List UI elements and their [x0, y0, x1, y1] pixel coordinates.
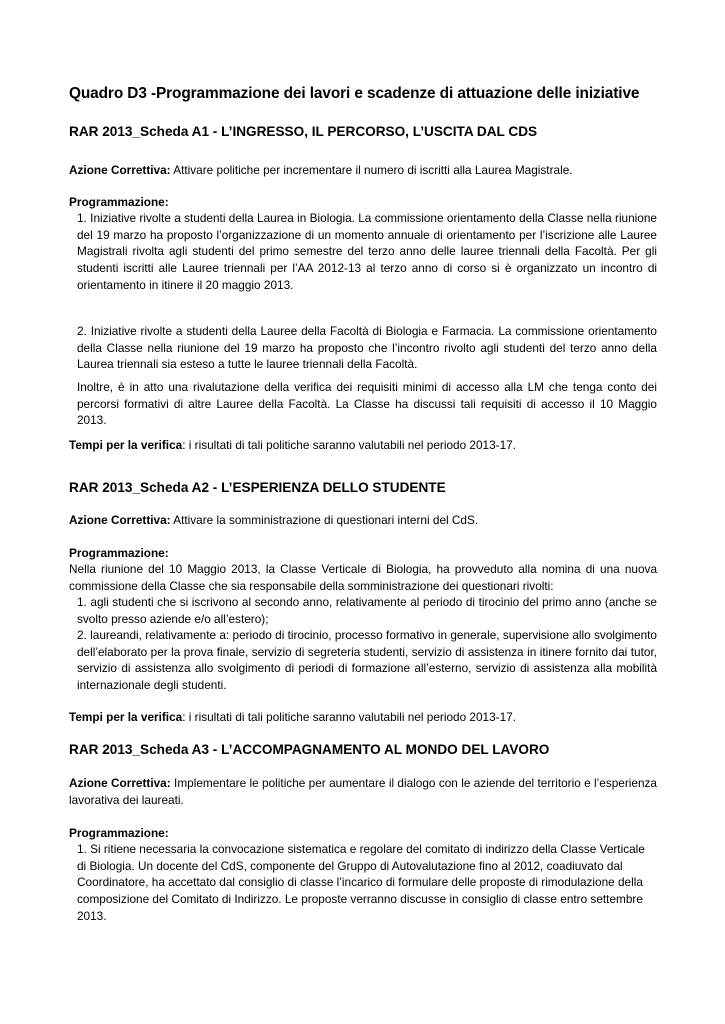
section-heading-a1: RAR 2013_Scheda A1 - L’INGRESSO, IL PERCORSO, L’USCITA DAL CDS [69, 124, 538, 139]
azione-correttiva-a2: Azione Correttiva: Attivare la somministrazione di questionari interni del CdS. [69, 513, 479, 527]
section-heading-a3: RAR 2013_Scheda A3 - L’ACCOMPAGNAMENTO AL MONDO DEL LAVORO [69, 742, 550, 757]
list-item: Inoltre, è in atto una rivalutazione della verifica dei requisiti minimi di accesso alla LM che tenga conto dei percorsi formativi di altre Lauree della Facoltà. La Classe ha discussi tali requisiti di accesso il 10 Maggio 2013. [77, 380, 657, 428]
list-item: 2. Iniziative rivolte a studenti della Lauree della Facoltà di Biologia e Farmacia. La commissione orientamento della Classe nella riunione del 19 marzo ha proposto che l’incontro rivolto agli studenti del terzo anno della Laurea triennali sia esteso a tutte le lauree triennali della Facoltà. [77, 324, 657, 372]
programmazione-intro-a2: Nella riunione del 10 Maggio 2013, la Classe Verticale di Biologia, ha provveduto alla nomina di una nuova commissione della Classe che sia responsabile della somministrazione dei questionari rivolti: [69, 562, 657, 593]
programmazione-label-a2: Programmazione: [69, 546, 169, 560]
programmazione-label-a3: Programmazione: [69, 826, 169, 840]
tempi-verifica-a2: Tempi per la verifica: i risultati di tali politiche saranno valutabili nel periodo 2013-17. [69, 710, 517, 724]
list-item: 1. Iniziative rivolte a studenti della Laurea in Biologia. La commissione orientamento della Classe nella riunione del 19 marzo ha proposto l’organizzazione di un momento annuale di orientamento per l’iscrizione alle Lauree Magistrali rivolta agli studenti del primo semestre del terzo anno delle lauree triennali della Facoltà. Per gli studenti iscritti alle Lauree triennali per l’AA 2012-13 al terzo anno di corso si è organizzato un incontro di orientamento in itinere il 20 maggio 2013. [77, 211, 657, 292]
azione-correttiva-a1 [69, 162, 657, 179]
programmazione-label-a1: Programmazione: [69, 195, 169, 209]
list-item: 1. agli studenti che si iscrivono al secondo anno, relativamente al periodo di tirocinio del primo anno (anche se svolto presso aziende e/o all’estero); [77, 595, 657, 626]
azione-label: Azione Correttiva: [69, 163, 171, 177]
list-item: 2. laureandi, relativamente a: periodo di tirocinio, processo formativo in generale, supervisione allo svolgimento dell’elaborato per la prova finale, servizio di segreteria studenti, servizio di assistenza in itinere fornito dai tutor, servizio di assistenza allo svolgimento di periodi di formazione all’esterno, servizio di assistenza alla mobilità internazionale degli studenti. [77, 628, 657, 693]
azione-correttiva-a3: Azione Correttiva: Implementare le politiche per aumentare il dialogo con le aziende del territorio e l’esperienza lavorativa dei laureati. [69, 776, 657, 807]
azione-text: Attivare politiche per incrementare il numero di iscritti alla Laurea Magistrale. [170, 163, 573, 177]
document-title: Quadro D3 -Programmazione dei lavori e scadenze di attuazione delle iniziative [69, 85, 640, 102]
tempi-verifica-a1: Tempi per la verifica: i risultati di tali politiche saranno valutabili nel periodo 2013-17. [69, 438, 517, 452]
list-item: 1. Si ritiene necessaria la convocazione sistematica e regolare del comitato di indirizzo della Classe Verticale di Biologia. Un docente del CdS, componente del Gruppo di Autovalutazione fino al 2012, coadiuvato dal Coordinatore, ha accettato dal consiglio di classe l’incarico di formulare delle proposte di rimodulazione della composizione del Comitato di Indirizzo. Le proposte verranno discusse in consiglio di classe entro settembre 2013. [77, 842, 645, 923]
section-heading-a2: RAR 2013_Scheda A2 - L’ESPERIENZA DELLO STUDENTE [69, 480, 446, 495]
